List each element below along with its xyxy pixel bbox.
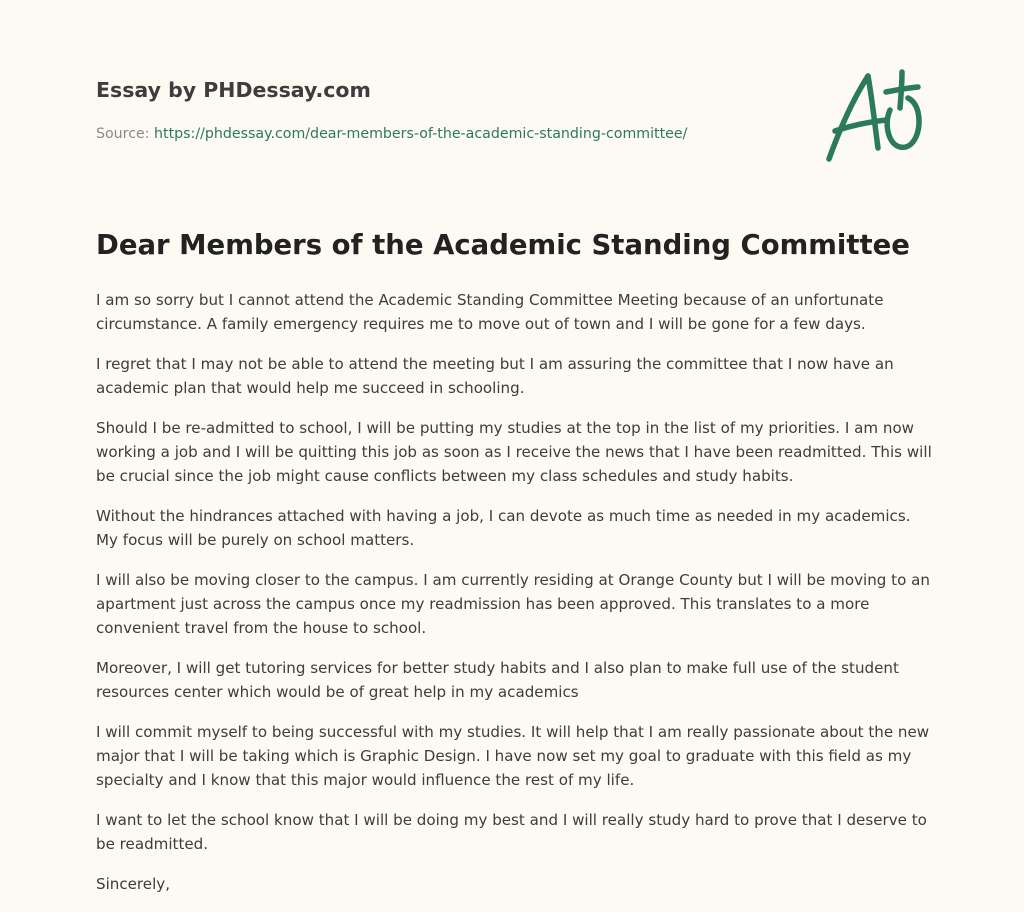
source-link[interactable]: https://phdessay.com/dear-members-of-the-academic-standing-committee/: [154, 126, 688, 142]
header: [96, 75, 796, 144]
site-title: Essay by PHDessay.com: [96, 78, 371, 102]
essay-paragraph: Moreover, I will get tutoring services for better study habits and I also plan to make full use of the student resources center which would be of great help in my academics: [96, 659, 899, 701]
source-label: Source:: [96, 126, 150, 142]
a-plus-logo-icon: [820, 68, 930, 168]
essay-paragraph: I will commit myself to being successful with my studies. It will help that I am really passionate about the new major that I will be taking which is Graphic Design. I have now set my goal to graduate with this field as my specialty and I know that this major would influence the rest of my life.: [96, 723, 930, 789]
essay-signoff: Sincerely,: [96, 875, 171, 893]
essay-paragraph: Should I be re-admitted to school, I will be putting my studies at the top in the list of my priorities. I am now working a job and I will be quitting this job as soon as I receive the news that I have been readmitted. This will be crucial since the job might cause conflicts between my class schedules and study habits.: [96, 419, 932, 485]
essay-paragraph: I regret that I may not be able to attend the meeting but I am assuring the committee that I now have an academic plan that would help me succeed in schooling.: [96, 355, 894, 397]
essay-paragraph: I am so sorry but I cannot attend the Academic Standing Committee Meeting because of an unfortunate circumstance. A family emergency requires me to move out of town and I will be gone for a few days.: [96, 291, 884, 333]
essay-paragraph: I want to let the school know that I will be doing my best and I will really study hard to prove that I deserve to be readmitted.: [96, 811, 927, 853]
essay-paragraph: I will also be moving closer to the campus. I am currently residing at Orange County but I will be moving to an apartment just across the campus once my readmission has been approved. This translates to a more convenient travel from the house to school.: [96, 571, 930, 637]
source-line: [96, 124, 796, 144]
essay-title: Dear Members of the Academic Standing Committee: [96, 229, 910, 261]
essay-paragraph: Without the hindrances attached with having a job, I can devote as much time as needed in my academics. My focus will be purely on school matters.: [96, 507, 911, 549]
essay-content: [96, 225, 932, 912]
